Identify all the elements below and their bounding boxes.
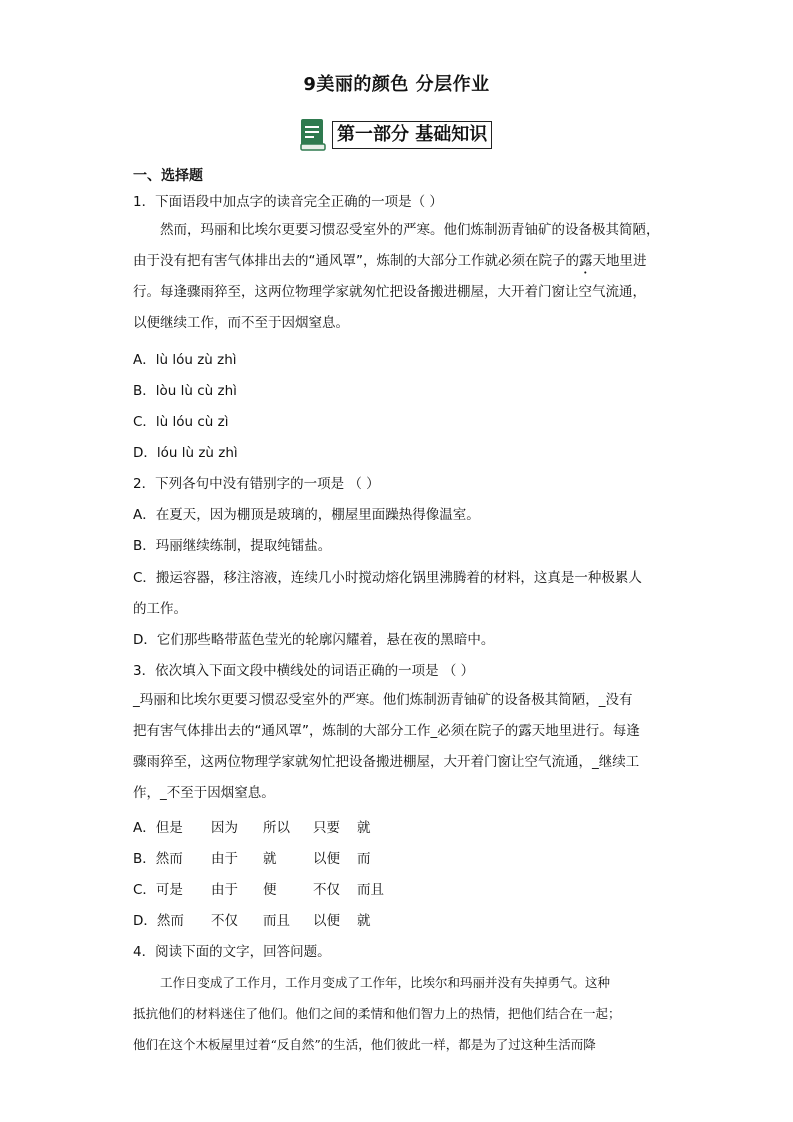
option-word: 只要	[313, 820, 340, 836]
q1-passage-line-3: 行。每逢骤雨猝至，这两位物理学家就匆忙把设备搬进棚屋，大开着门窗让空气流通，	[133, 284, 646, 300]
option-word: 所以	[263, 820, 290, 836]
part-header	[298, 116, 492, 154]
option-word: 就	[263, 851, 277, 867]
option-word: 由于	[211, 882, 238, 898]
option-word: 而且	[263, 913, 290, 929]
q1-option-d: D．lóu lù zù zhì	[133, 445, 238, 461]
q1-passage-line-1: 然而，玛丽和比埃尔更要习惯忍受室外的严寒。他们炼制沥青铀矿的设备极其简陋，	[160, 222, 660, 238]
q3-option-d	[133, 909, 371, 929]
option-word: 就	[357, 820, 371, 836]
q2-option-b: B．玛丽继续练制，提取纯镭盐。	[133, 538, 332, 554]
q4-stem: 4．阅读下面的文字，回答问题。	[133, 944, 331, 960]
q2-option-c: C．搬运容器，移注溶液，连续几小时搅动熔化锅里沸腾着的材料，这真是一种极累人	[133, 570, 642, 586]
option-word: 便	[263, 882, 277, 898]
book-icon	[298, 117, 328, 153]
q2-option-c-cont: 的工作。	[133, 601, 187, 617]
q2-stem: 2．下列各句中没有错别字的一项是 （ ）	[133, 476, 380, 492]
q3-passage-line-3: 骤雨猝至，这两位物理学家就匆忙把设备搬进棚屋，大开着门窗让空气流通，_继续工	[133, 754, 640, 770]
option-word: 不仅	[211, 913, 238, 929]
q1-option-b: B．lòu lù cù zhì	[133, 383, 237, 399]
q2-option-d: D．它们那些略带蓝色莹光的轮廓闪耀着，悬在夜的黑暗中。	[133, 632, 495, 648]
q3-option-a	[133, 816, 371, 836]
q1-option-c: C．lù lóu cù zì	[133, 414, 229, 430]
q3-passage-line-2: 把有害气体排出去的“通风罩”，炼制的大部分工作_必须在院子的露天地里进行。每逢	[133, 723, 640, 739]
q1-passage-line-4: 以便继续工作，而不至于因烟窒息。	[133, 315, 349, 331]
option-word: 而且	[357, 882, 384, 898]
q3-passage-line-4: 作，_不至于因烟窒息。	[133, 785, 275, 801]
q3-option-c	[133, 878, 384, 898]
option-word: 由于	[211, 851, 238, 867]
q1-passage-text: 由于没有把有害气体排出去的“通风罩”，炼制的大部分工作就必须在院子的	[133, 253, 579, 269]
option-word: D．然而	[133, 913, 184, 929]
q1-stem: 1．下面语段中加点字的读音完全正确的一项是（ ）	[133, 194, 443, 210]
q4-passage-line-2: 抵抗他们的材料迷住了他们。他们之间的柔情和他们智力上的热情，把他们结合在一起；	[133, 1006, 621, 1021]
option-word: 就	[357, 913, 371, 929]
q2-option-a: A．在夏天，因为棚顶是玻璃的，棚屋里面躁热得像温室。	[133, 507, 480, 523]
q1-option-a: A．lù lóu zù zhì	[133, 352, 237, 368]
option-word: 不仅	[313, 882, 340, 898]
option-word: C．可是	[133, 882, 183, 898]
section-heading: 一、选择题	[133, 168, 203, 184]
q1-passage-line-2	[133, 246, 661, 277]
q4-passage-line-3: 他们在这个木板屋里过着“反自然”的生活，他们彼此一样，都是为了过这种生活而降	[133, 1037, 596, 1052]
option-word: 以便	[313, 851, 340, 867]
option-word: B．然而	[133, 851, 183, 867]
part-label: 第一部分 基础知识	[332, 121, 492, 149]
option-word: 而	[357, 851, 371, 867]
q3-passage-line-1: _玛丽和比埃尔更要习惯忍受室外的严寒。他们炼制沥青铀矿的设备极其简陋，_没有	[133, 692, 633, 708]
q1-passage-text: 天地里进	[592, 253, 647, 269]
q3-stem: 3．依次填入下面文段中横线处的词语正确的一项是 （ ）	[133, 663, 475, 679]
page-title: 9美丽的颜色 分层作业	[303, 74, 490, 95]
dotted-char: 露	[579, 253, 593, 269]
option-word: 以便	[313, 913, 340, 929]
q3-option-b	[133, 847, 371, 867]
option-word: A．但是	[133, 820, 183, 836]
q4-passage-line-1: 工作日变成了工作月，工作月变成了工作年，比埃尔和玛丽并没有失掉勇气。这种	[160, 975, 611, 990]
option-word: 因为	[211, 820, 238, 836]
